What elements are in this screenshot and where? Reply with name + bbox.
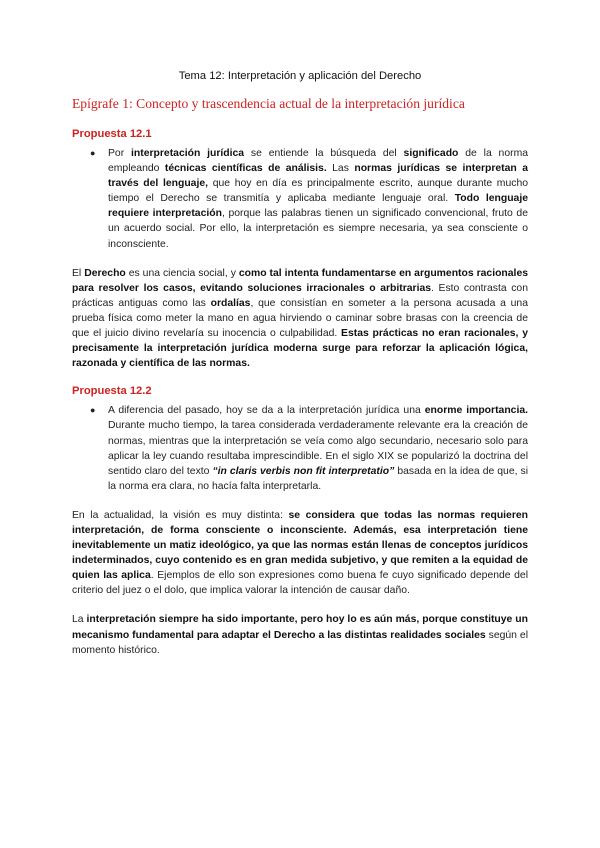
bold-run: Estas prácticas no eran racionales, y precisamente la interpretación jurídica moderna surge para reforzar la aplicación lógica, razonada y científica de las normas. xyxy=(72,328,528,370)
text-run: En la actualidad, la visión es muy distinta: xyxy=(72,509,289,521)
epigrafe-heading: Epígrafe 1: Concepto y trascendencia actual de la interpretación jurídica xyxy=(72,96,465,111)
text-run: , que consistían en someter a la persona acusada a una prueba física como meter la mano en agua hirviendo o caminar sobre brasas con la creencia de que el juicio divino revelaría su inocencia o culpabilidad. xyxy=(72,297,528,340)
text-run: . Ejemplos de ello son expresiones como buena fe cuyo significado depende del criterio del juez o el dolo, que implica valorar la intención de causar daño. xyxy=(72,570,528,597)
bullet-list xyxy=(72,403,528,494)
bullet-list xyxy=(72,146,528,252)
bold-italic-run: “in claris verbis non fit interpretatio” xyxy=(212,465,395,477)
text-run: A diferencia del pasado, hoy se da a la interpretación jurídica una xyxy=(108,405,425,417)
text-run: La xyxy=(72,614,87,626)
text-run: Por xyxy=(108,148,132,159)
body-paragraph xyxy=(72,508,528,599)
text-run: que hoy en día es principalmente escrito, aunque durante mucho tiempo el Derecho se transmitía y aplicaba mediante lenguaje oral. xyxy=(108,178,528,205)
bold-run: Todo lenguaje requiere interpretación xyxy=(108,193,528,220)
bold-run: significado xyxy=(403,148,459,159)
propuesta-heading: Propuesta 12.2 xyxy=(72,385,152,398)
text-run: se entiende la búsqueda del xyxy=(244,148,404,159)
bold-run: técnicas científicas de análisis. xyxy=(164,163,327,175)
bold-run: interpretación jurídica xyxy=(131,148,245,159)
document-title: Tema 12: Interpretación y aplicación del Derecho xyxy=(178,70,422,82)
text-run: basada en la idea de que, si la norma era clara, no hacía falta interpretarla. xyxy=(108,465,528,492)
text-run: Las xyxy=(326,163,355,175)
text-run: según el momento histórico. xyxy=(72,629,529,656)
text-run: , porque las palabras tienen un significado convencional, fruto de un acuerdo social. Por ello, la interpretación es siempre necesaria, ya sea consciente o inconsciente. xyxy=(108,208,528,250)
list-item xyxy=(90,146,529,252)
bold-run: ordalías xyxy=(210,297,251,309)
text-run: de la norma empleando xyxy=(108,148,529,175)
text-run: es una ciencia social, y xyxy=(125,267,239,279)
list-item xyxy=(90,403,528,494)
bold-run: Derecho xyxy=(84,267,126,279)
bullet-icon: ● xyxy=(90,405,96,416)
text-run: . Esto contrasta con prácticas antiguas como las xyxy=(72,282,528,309)
text-run: Durante mucho tiempo, la tarea considerada verdaderamente relevante era la creación de normas, mientras que la interpretación se veía como algo secundario, necesario solo para aplicar la ley cuando resultaba imprescindible. En el siglo XIX se popularizó la doctrina del sentido claro del texto xyxy=(108,420,528,477)
bullet-icon: ● xyxy=(90,148,96,158)
body-paragraph xyxy=(72,266,528,372)
propuesta-heading: Propuesta 12.1 xyxy=(72,128,152,140)
body-paragraph xyxy=(72,612,528,657)
bold-run: enorme importancia. xyxy=(424,405,528,417)
bold-run: interpretación siempre ha sido importante, pero hoy lo es aún más, porque constituye un mecanismo fundamental para adaptar el Derecho a las distintas realidades sociales xyxy=(72,614,528,641)
bold-run: se considera que todas las normas requieren interpretación, de forma consciente o inconsciente. Además, esa interpretación tiene inevitablemente un matiz ideológico, ya que las normas están llenas de conceptos jurídicos indeterminados, cuyo contenido es en gran medida subjetivo, y que remiten a la equidad de quien las aplica xyxy=(72,509,528,582)
text-run: El xyxy=(72,267,85,279)
bold-run: normas jurídicas se interpretan a través del lenguaje, xyxy=(108,163,528,190)
bold-run: como tal intenta fundamentarse en argumentos racionales para resolver los casos, evitando soluciones irracionales o arbitrarias xyxy=(72,267,528,294)
